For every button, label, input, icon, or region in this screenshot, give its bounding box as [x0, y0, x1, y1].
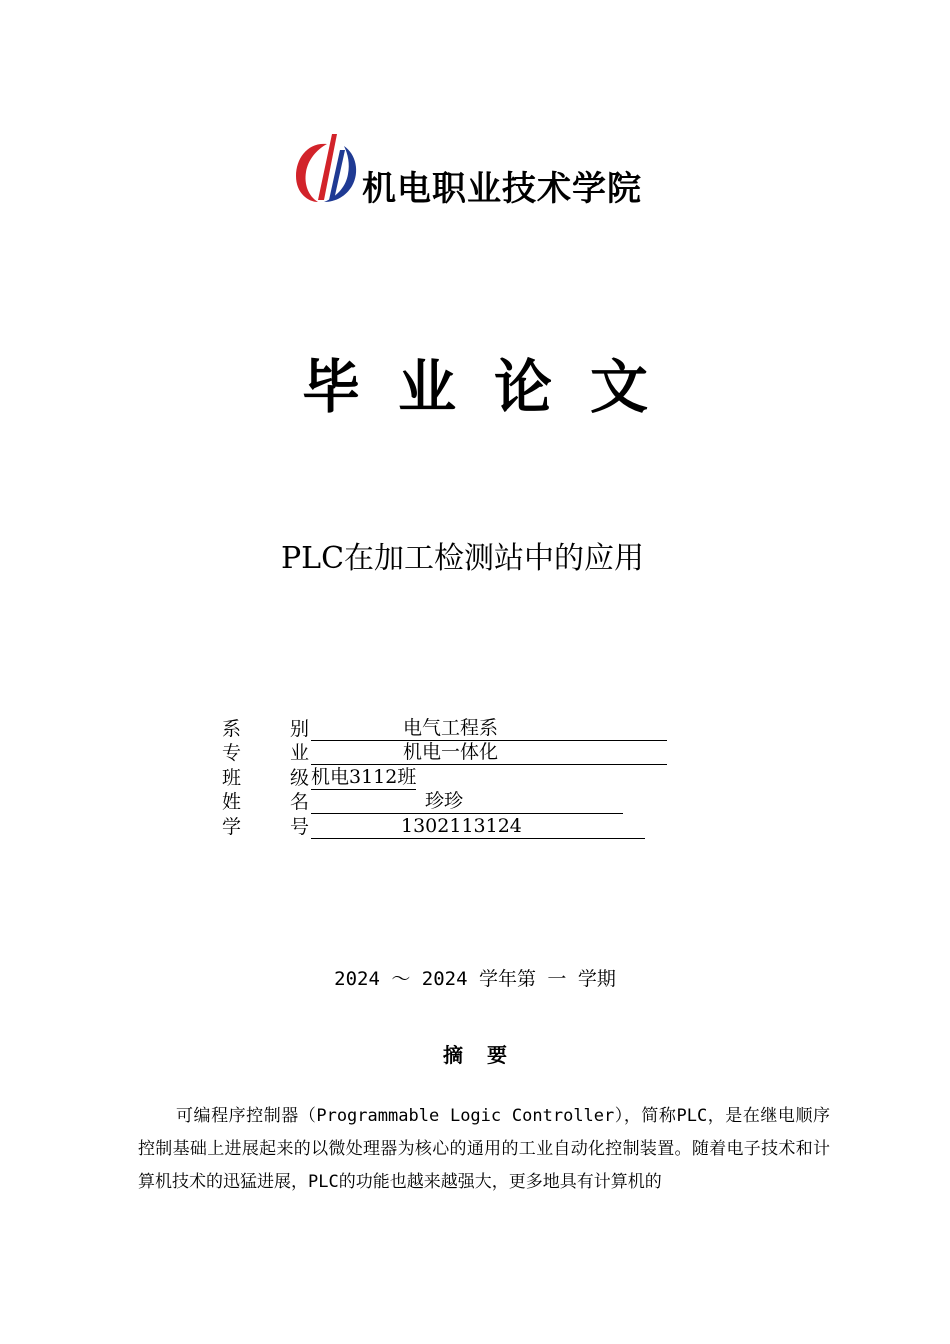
info-label: 班 [222, 766, 242, 789]
info-label: 姓 [222, 791, 242, 813]
institution-name: 机电职业技术学院 [362, 169, 642, 209]
title-char: 毕 [301, 353, 360, 421]
academic-term: 2024 ～ 2024 学年第 一 学期 [334, 968, 616, 990]
info-row-name [222, 790, 667, 815]
title-char: 文 [590, 353, 649, 421]
info-row-student-id [222, 814, 667, 839]
institution-header [294, 130, 642, 209]
department-value: 电气工程系 [311, 718, 667, 741]
thesis-title: PLC在加工检测站中的应用 [281, 541, 645, 576]
student-id-value: 1302113124 [311, 816, 645, 839]
title-char: 业 [397, 353, 456, 421]
info-row-department [222, 716, 667, 741]
info-label: 系 [222, 717, 242, 740]
title-char: 论 [494, 353, 553, 421]
major-value: 机电一体化 [311, 742, 667, 765]
info-label: 级 [290, 766, 310, 789]
info-label: 别 [290, 717, 310, 740]
class-value: 机电3112班 [311, 765, 417, 788]
abstract-heading: 摘 要 [443, 1043, 507, 1067]
abstract-text: 可编程序控制器（Programmable Logic Controller），简称PLC，是在继电顺序控制基础上进展起来的以微处理器为核心的通用的工业自动化控制装置。随着电子技术和计算机技术的迅猛进展，PLC的功能也越来越强大，更多地具有计算机的 [138, 1106, 830, 1192]
name-value: 珍珍 [311, 791, 623, 814]
info-row-major [222, 741, 667, 766]
info-row-class [222, 765, 667, 790]
institution-logo [294, 130, 360, 206]
document-type-title [0, 353, 950, 421]
info-label: 号 [290, 815, 310, 838]
student-info [222, 716, 667, 839]
info-label: 业 [290, 742, 310, 764]
info-label: 学 [222, 815, 242, 838]
info-label: 名 [290, 791, 310, 813]
info-label: 专 [222, 742, 242, 764]
